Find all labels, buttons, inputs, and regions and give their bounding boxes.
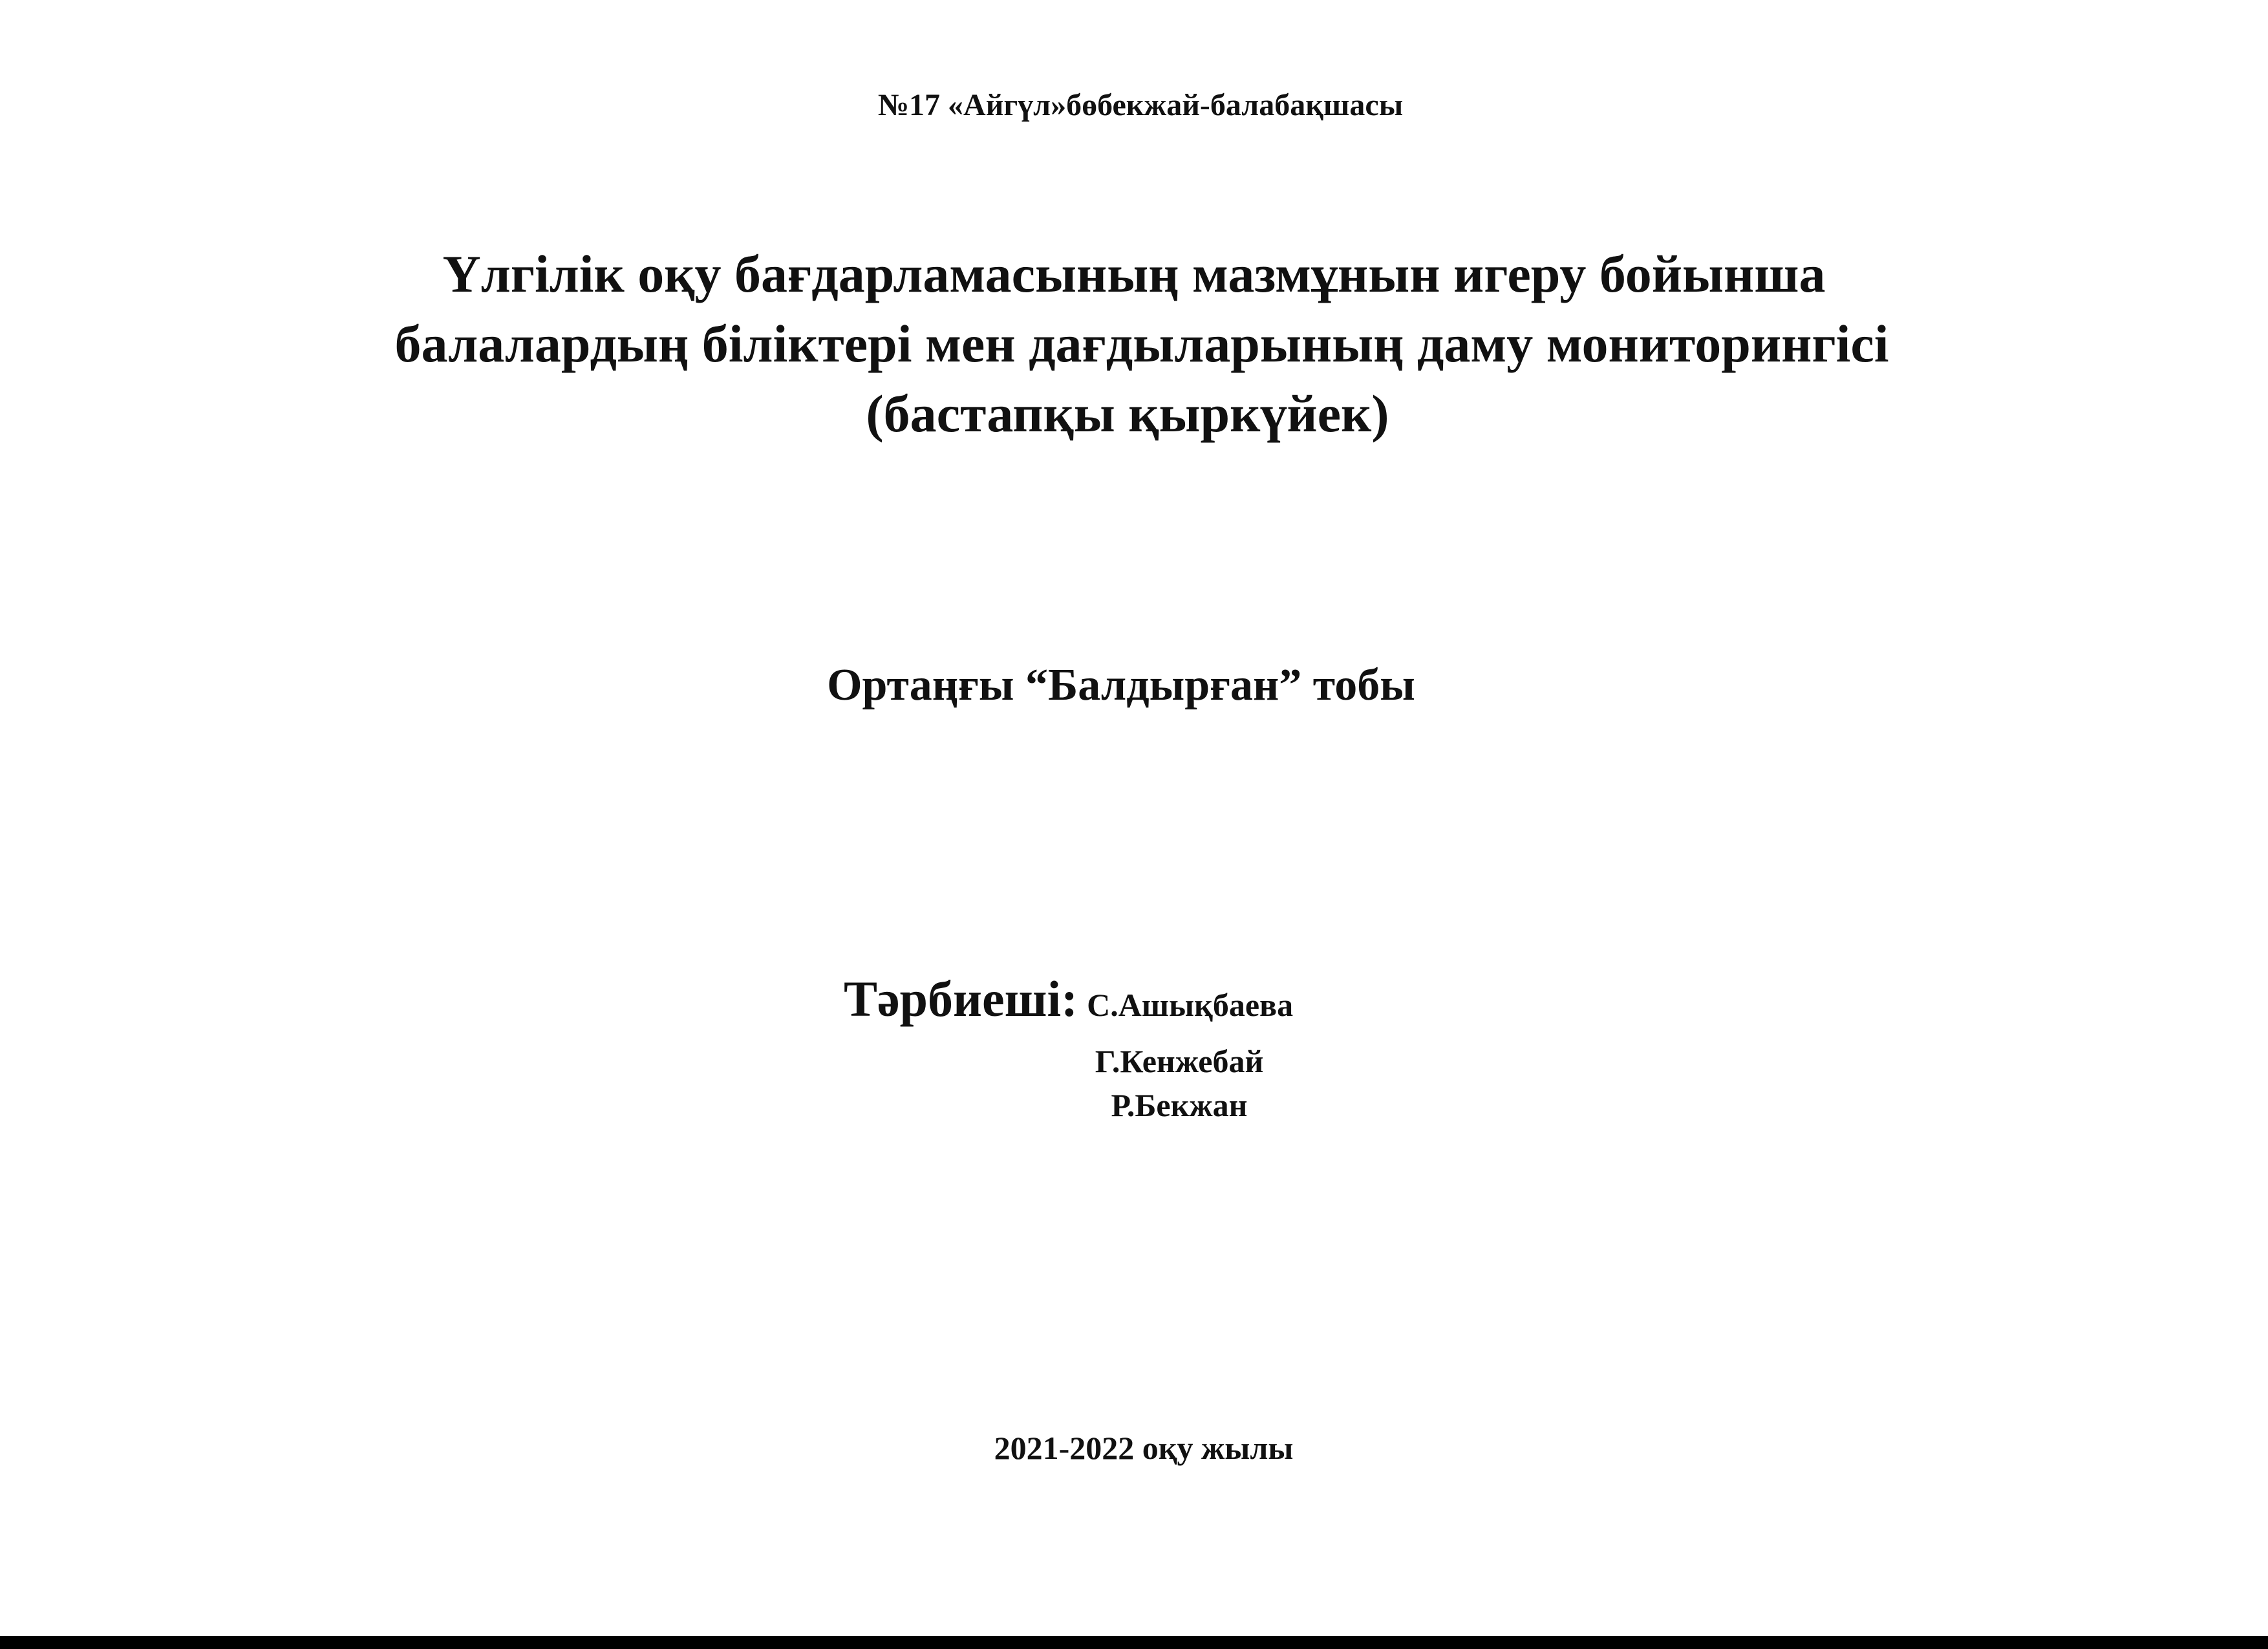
document-title (0, 239, 2268, 449)
group-name: Ортаңғы “Балдырған” тобы (827, 660, 1415, 710)
academic-year: 2021-2022 оқу жылы (994, 1430, 1294, 1466)
teacher-row-1 (844, 970, 1293, 1028)
institution-name: №17 «Айгүл»бөбекжай-балабақшасы (877, 88, 1404, 122)
teacher-name-2: Г.Кенжебай (1095, 1043, 1264, 1079)
title-line-1: Үлгілік оқу бағдарламасының мазмұнын игеру бойынша (442, 244, 1826, 303)
teacher-name-1: С.Ашықбаева (1087, 987, 1294, 1023)
teachers-label: Тәрбиеші: (844, 971, 1078, 1027)
teacher-name-3: Р.Бекжан (1111, 1087, 1248, 1123)
title-line-2: балалардың біліктері мен дағдыларының даму мониторингісі (394, 314, 1889, 373)
scan-border-bottom (0, 1636, 2268, 1649)
title-line-3: (бастапқы қыркүйек) (866, 384, 1389, 443)
